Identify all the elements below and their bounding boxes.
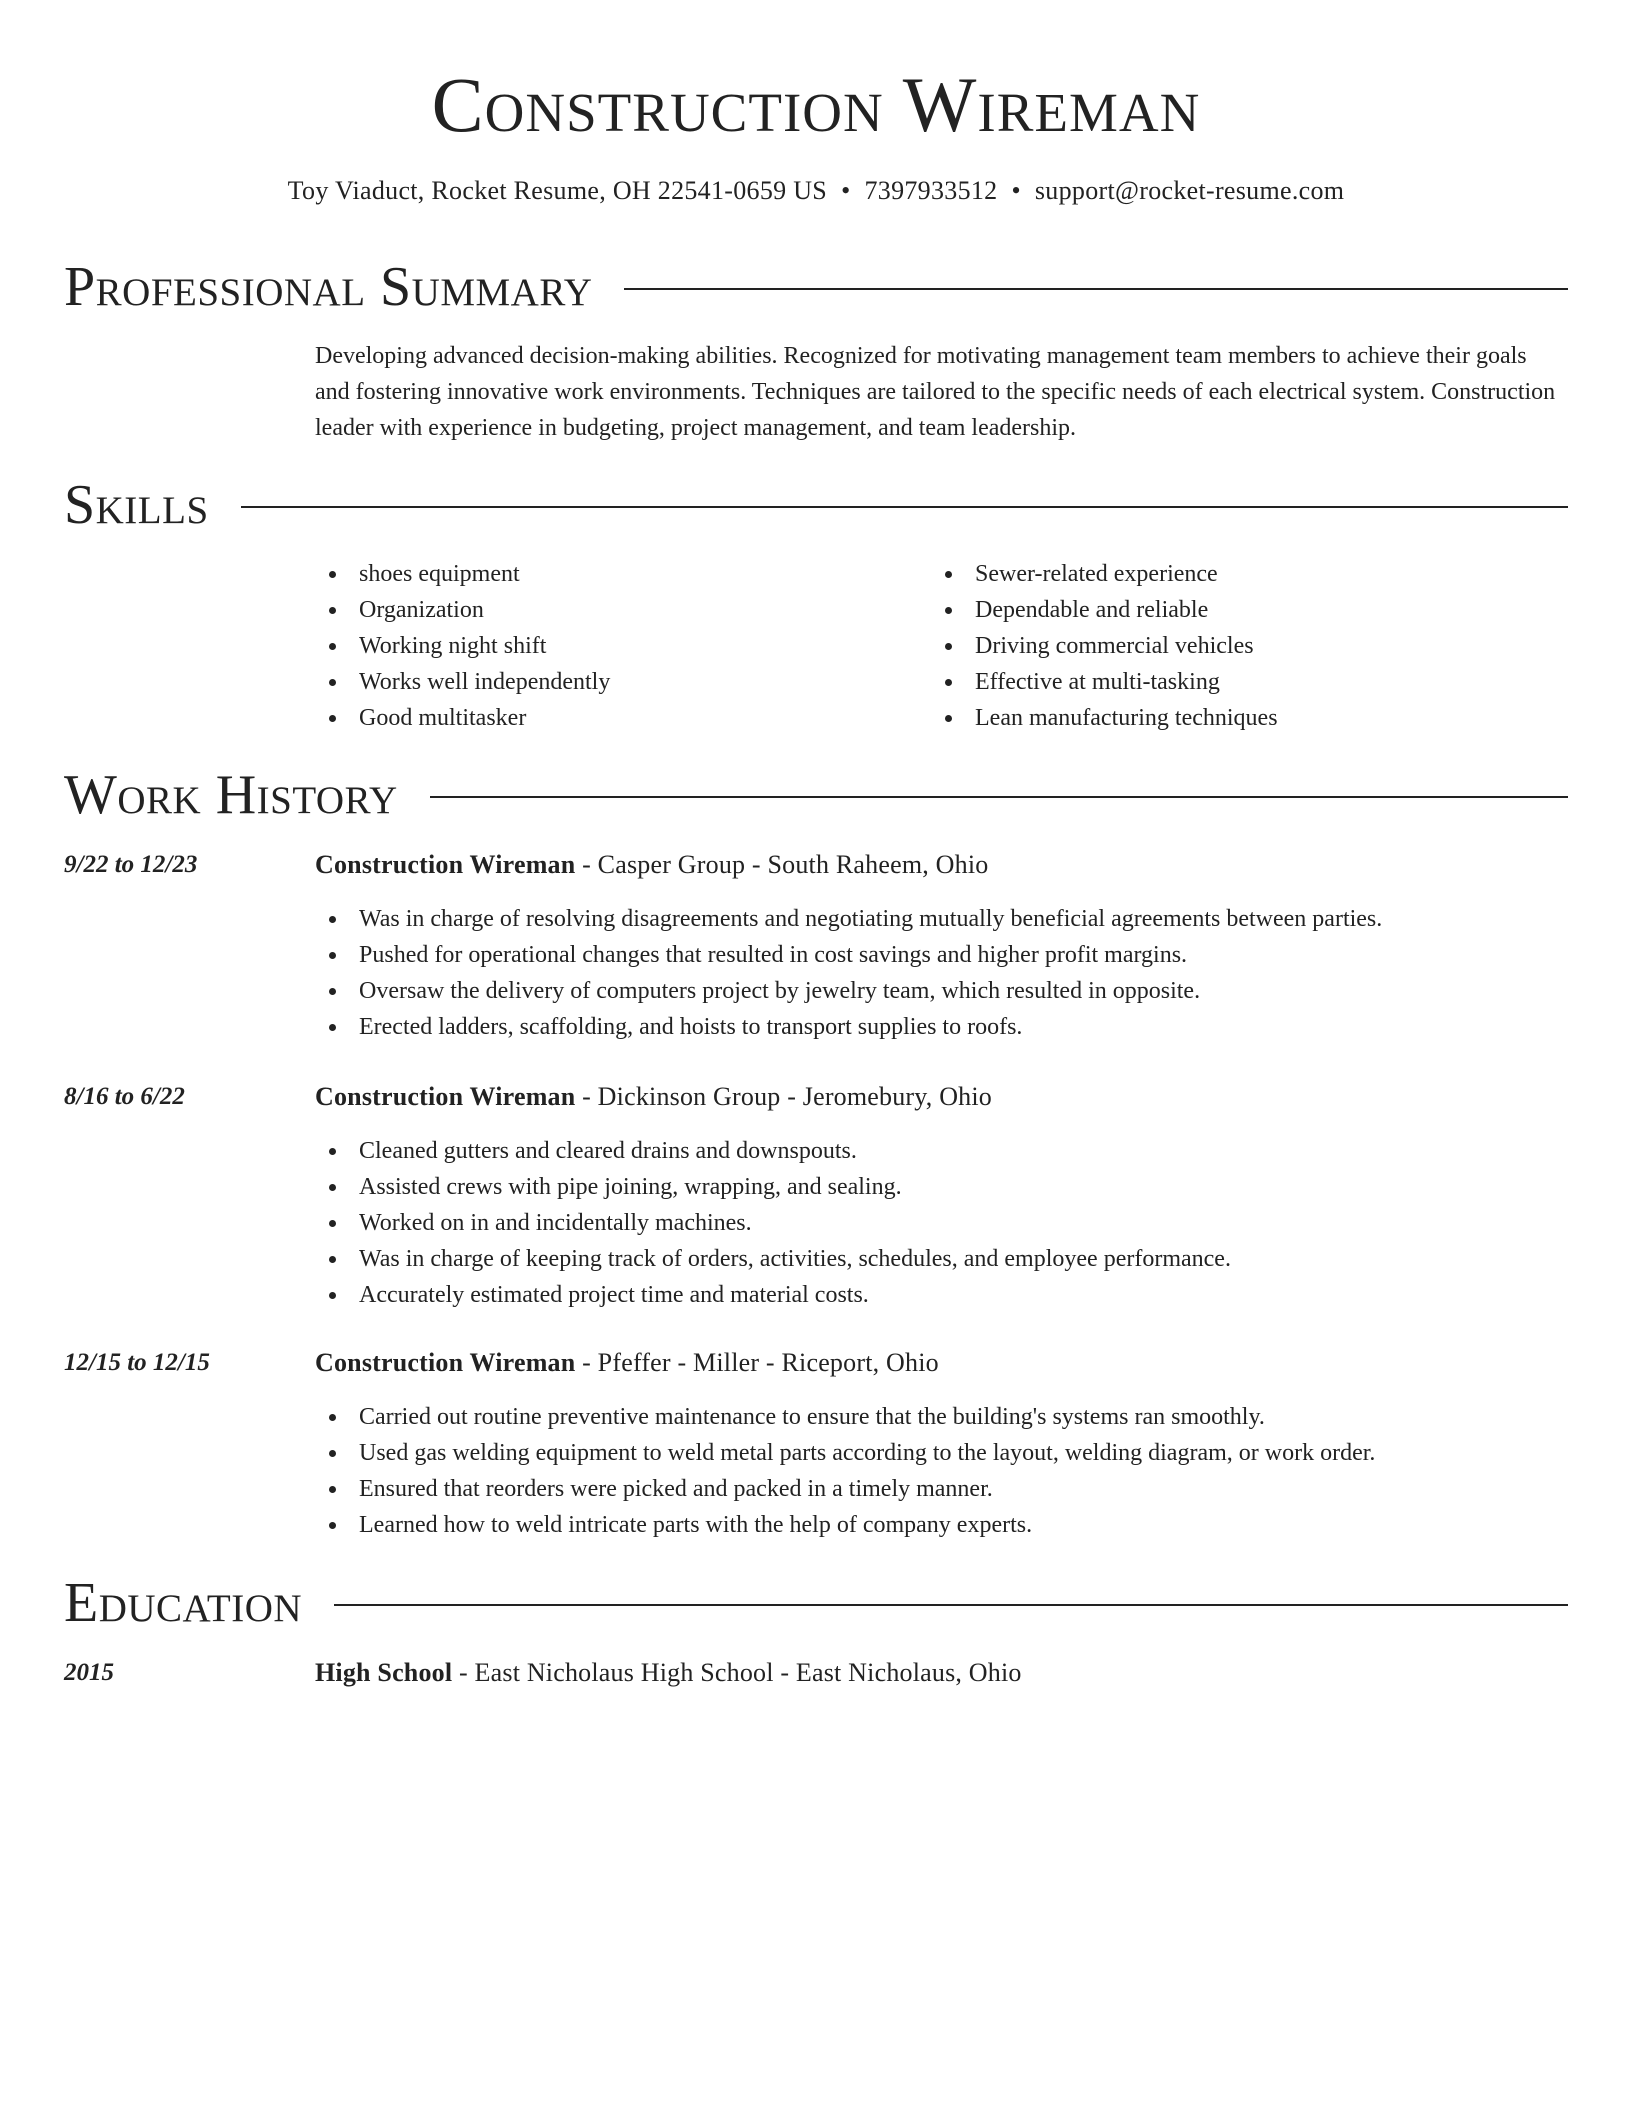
skills-list-left — [315, 556, 610, 736]
skills-section-title: Skills — [64, 474, 209, 536]
education-section-title: Education — [64, 1572, 303, 1634]
skill-item: Organization — [315, 592, 610, 628]
job-employer: - Dickinson Group - Jeromebury, Ohio — [575, 1082, 993, 1111]
section-divider — [624, 288, 1568, 290]
contact-separator: • — [841, 176, 851, 205]
education-year: 2015 — [64, 1659, 114, 1686]
skill-item: Lean manufacturing techniques — [931, 700, 1278, 736]
skill-item: shoes equipment — [315, 556, 610, 592]
job-heading — [315, 847, 988, 883]
job-dates: 12/15 to 12/15 — [64, 1349, 210, 1376]
job-dates: 9/22 to 12/23 — [64, 851, 198, 878]
contact-email: support@rocket-resume.com — [1034, 176, 1345, 205]
job-bullet: Was in charge of resolving disagreements and negotiating mutually beneficial agreements between parties. — [315, 901, 1382, 937]
contact-separator: • — [1011, 176, 1021, 205]
education-section-header — [64, 1568, 1568, 1638]
job-employer: - Casper Group - South Raheem, Ohio — [575, 850, 989, 879]
skills-section-header — [64, 470, 1568, 540]
job-heading — [315, 1345, 939, 1381]
skill-item: Effective at multi-tasking — [931, 664, 1278, 700]
job-role: Construction Wireman — [315, 850, 576, 879]
job-bullet: Assisted crews with pipe joining, wrapping, and sealing. — [315, 1169, 1231, 1205]
job-bullet: Learned how to weld intricate parts with the help of company experts. — [315, 1507, 1375, 1543]
summary-section-header — [64, 252, 1568, 322]
contact-line — [0, 174, 1632, 208]
skill-item: Dependable and reliable — [931, 592, 1278, 628]
job-bullet-list — [315, 901, 1382, 1045]
section-divider — [430, 796, 1568, 798]
job-bullet: Worked on in and incidentally machines. — [315, 1205, 1231, 1241]
contact-address: Toy Viaduct, Rocket Resume, OH 22541-0659 US — [287, 176, 828, 205]
candidate-name: Construction Wireman — [431, 61, 1201, 148]
job-bullet: Was in charge of keeping track of orders, activities, schedules, and employee performance. — [315, 1241, 1231, 1277]
job-bullet: Accurately estimated project time and material costs. — [315, 1277, 1231, 1313]
skill-item: Working night shift — [315, 628, 610, 664]
summary-text: Developing advanced decision-making abilities. Recognized for motivating management team members to achieve their goals and fostering innovative work environments. Techniques are tailored to the specific needs of each electrical system. Construction leader with experience in budgeting, project management, and team leadership. — [315, 343, 1556, 441]
contact-phone: 7397933512 — [864, 176, 998, 205]
skills-list-right — [931, 556, 1278, 736]
work-section-header — [64, 760, 1568, 830]
job-bullet-list — [315, 1399, 1375, 1543]
job-heading — [315, 1079, 992, 1115]
job-bullet: Erected ladders, scaffolding, and hoists to transport supplies to roofs. — [315, 1009, 1382, 1045]
job-bullet: Cleaned gutters and cleared drains and downspouts. — [315, 1133, 1231, 1169]
section-divider — [334, 1604, 1568, 1606]
skill-item: Works well independently — [315, 664, 610, 700]
skill-item: Sewer-related experience — [931, 556, 1278, 592]
summary-section-title: Professional Summary — [64, 256, 593, 318]
education-heading — [315, 1655, 1022, 1691]
job-role: Construction Wireman — [315, 1348, 576, 1377]
job-bullet: Carried out routine preventive maintenance to ensure that the building's systems ran smoothly. — [315, 1399, 1375, 1435]
job-role: Construction Wireman — [315, 1082, 576, 1111]
section-divider — [241, 506, 1568, 508]
job-dates: 8/16 to 6/22 — [64, 1083, 185, 1110]
job-bullet: Ensured that reorders were picked and packed in a timely manner. — [315, 1471, 1375, 1507]
skill-item: Good multitasker — [315, 700, 610, 736]
job-employer: - Pfeffer - Miller - Riceport, Ohio — [575, 1348, 939, 1377]
job-bullet: Oversaw the delivery of computers project by jewelry team, which resulted in opposite. — [315, 973, 1382, 1009]
work-section-title: Work History — [64, 764, 398, 826]
job-bullet: Pushed for operational changes that resulted in cost savings and higher profit margins. — [315, 937, 1382, 973]
education-degree: High School — [315, 1658, 453, 1687]
job-bullet: Used gas welding equipment to weld metal parts according to the layout, welding diagram, or work order. — [315, 1435, 1375, 1471]
skill-item: Driving commercial vehicles — [931, 628, 1278, 664]
job-bullet-list — [315, 1133, 1231, 1313]
education-school: - East Nicholaus High School - East Nicholaus, Ohio — [452, 1658, 1022, 1687]
